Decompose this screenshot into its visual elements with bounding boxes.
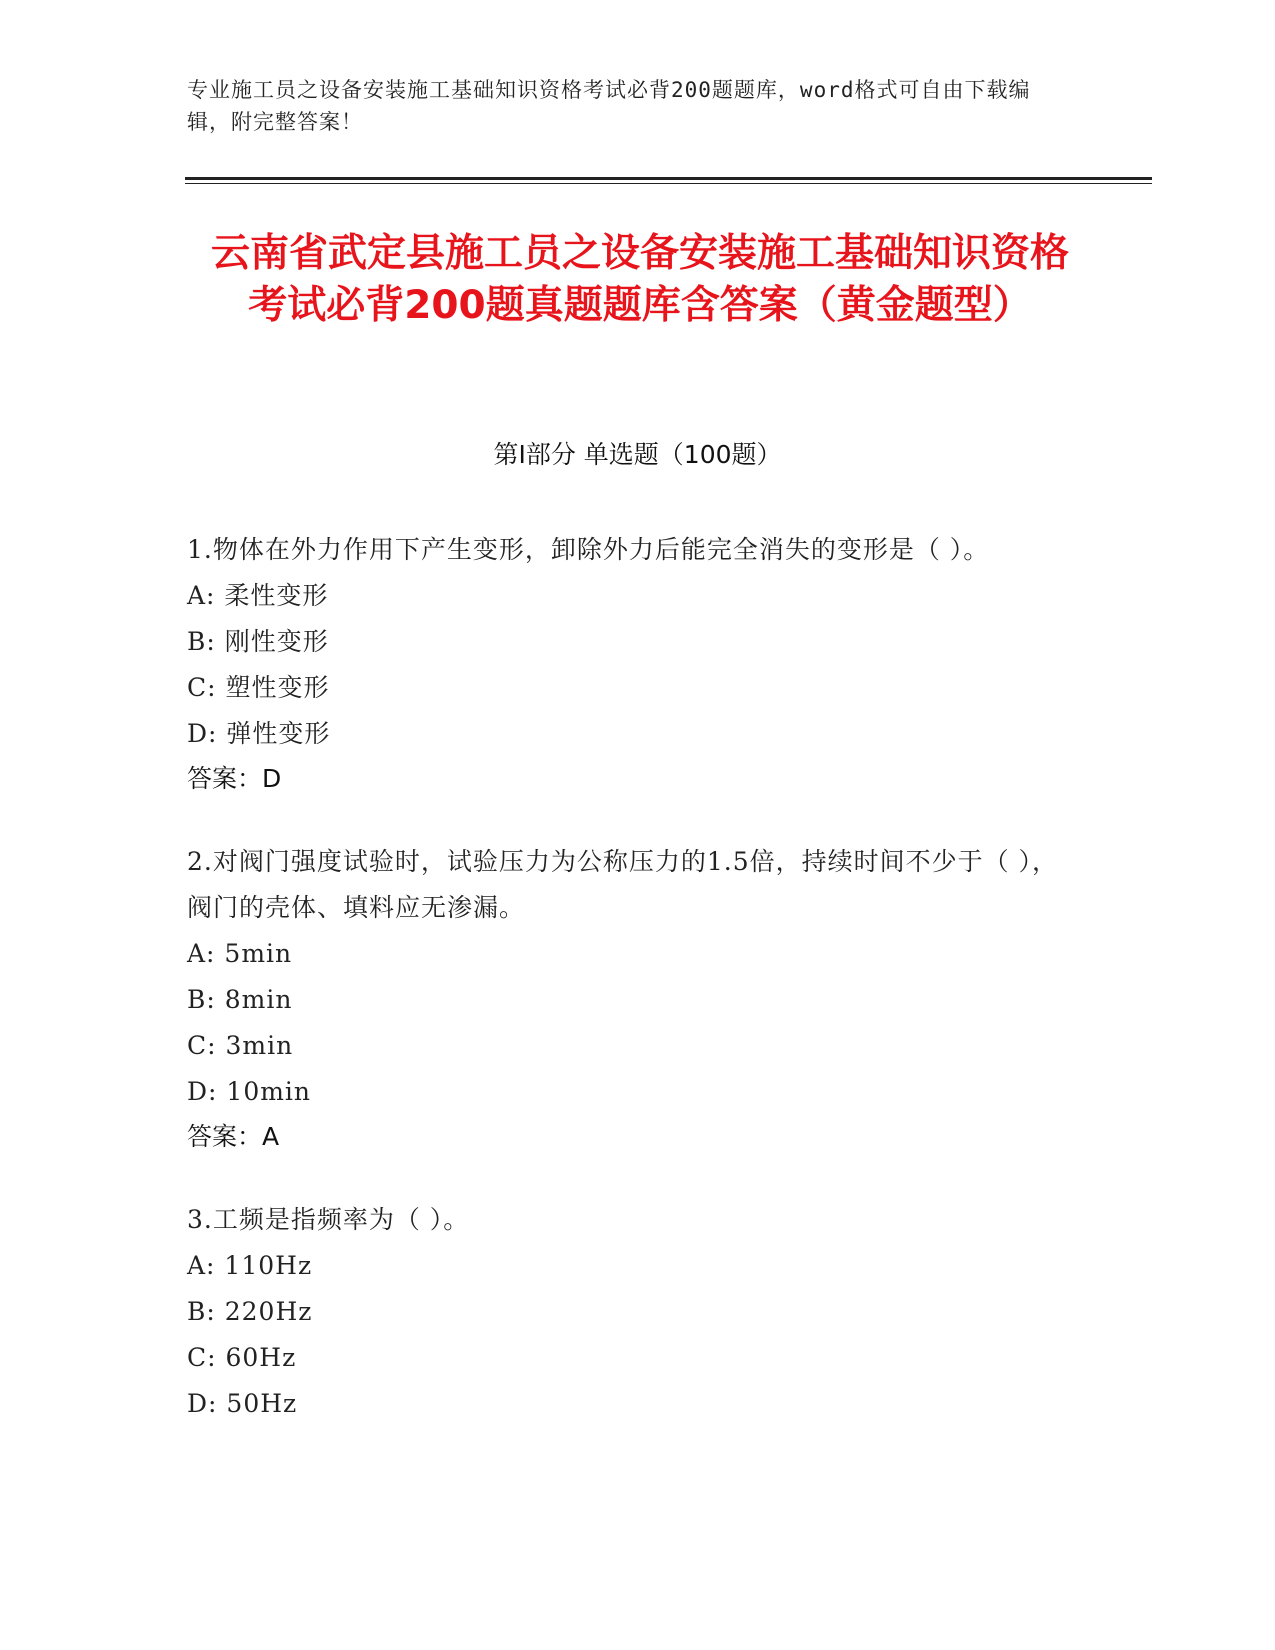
option-d: D: 50Hz (187, 1389, 298, 1418)
document-title: 云南省武定县施工员之设备安装施工基础知识资格考试必背200题真题题库含答案（黄金题型） (210, 231, 1069, 328)
question-stem: 3.工频是指频率为（ ）。 (187, 1205, 470, 1234)
header-divider-thick (185, 177, 1152, 180)
option-d: D: 10min (187, 1077, 312, 1106)
option-d: D: 弹性变形 (187, 719, 331, 748)
option-c: C: 3min (187, 1031, 294, 1060)
option-c: C: 60Hz (187, 1343, 297, 1372)
header-note: 专业施工员之设备安装施工基础知识资格考试必背200题题库，word格式可自由下载编辑，附完整答案！ (187, 78, 1031, 134)
answer-label: 答案：A (187, 1122, 280, 1151)
option-c: C: 塑性变形 (187, 673, 330, 702)
header-divider-thin (185, 183, 1152, 184)
question-stem: 2.对阀门强度试验时，试验压力为公称压力的1.5倍，持续时间不少于（ ），阀门的壳体、填料应无渗漏。 (187, 847, 1059, 922)
option-a: A: 5min (187, 939, 293, 968)
question-3 (187, 1197, 1067, 1427)
option-b: B: 220Hz (187, 1297, 313, 1326)
option-a: A: 110Hz (187, 1251, 313, 1280)
option-a: A: 柔性变形 (187, 581, 329, 610)
option-b: B: 8min (187, 985, 293, 1014)
option-b: B: 刚性变形 (187, 627, 329, 656)
question-1 (187, 527, 1067, 801)
answer-label: 答案：D (187, 764, 282, 793)
question-2 (187, 839, 1067, 1159)
question-stem: 1.物体在外力作用下产生变形，卸除外力后能完全消失的变形是（ ）。 (187, 535, 990, 564)
question-list (187, 527, 1067, 1465)
section-title: 第Ⅰ部分 单选题（100题） (493, 440, 782, 469)
